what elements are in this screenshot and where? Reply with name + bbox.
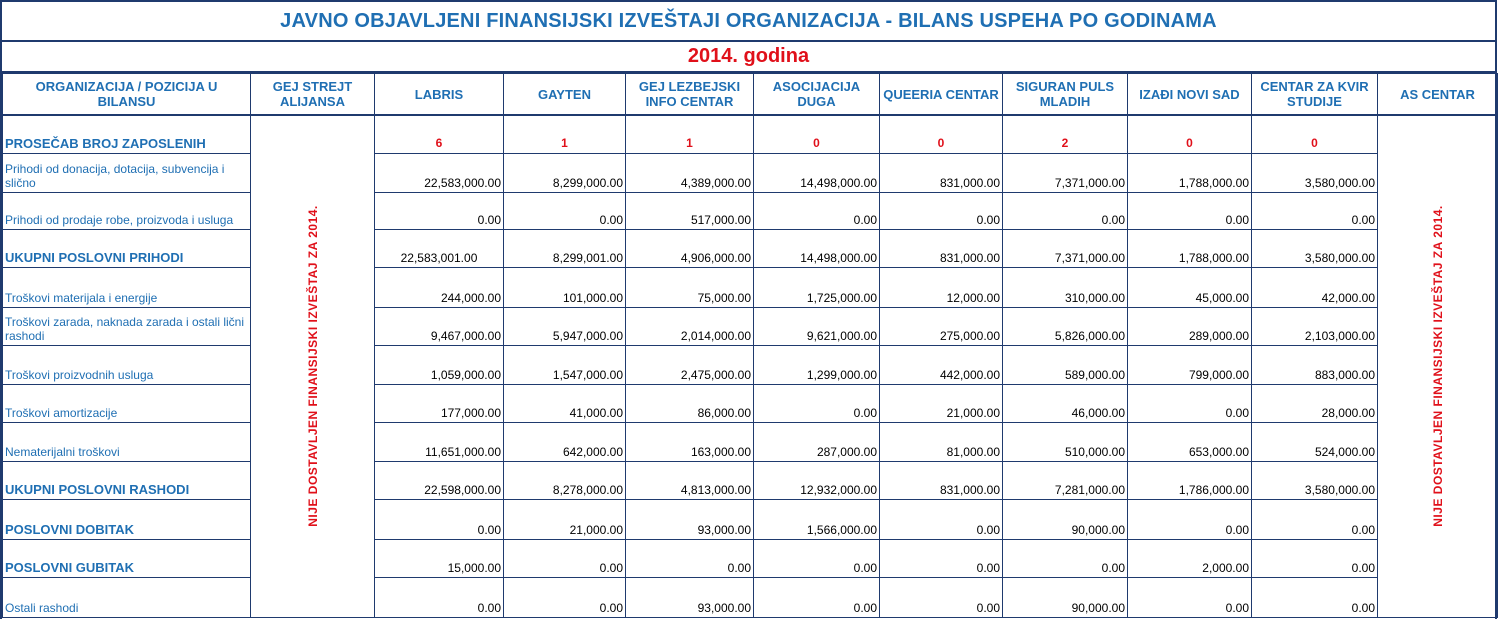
value-cell: 7,371,000.00 <box>1003 153 1128 192</box>
value-cell: 9,467,000.00 <box>375 307 504 345</box>
value-cell: 14,498,000.00 <box>754 229 880 267</box>
value-cell: 3,580,000.00 <box>1252 461 1378 499</box>
value-cell: 86,000.00 <box>626 384 754 422</box>
table-row <box>3 345 1498 384</box>
header-siguran-puls-mladih: SIGURAN PULS MLADIH <box>1003 74 1128 116</box>
employee-count-cell: 1 <box>504 115 626 153</box>
value-cell: 1,786,000.00 <box>1128 461 1252 499</box>
value-cell: 22,583,001.00 <box>375 229 504 267</box>
value-cell: 0.00 <box>754 384 880 422</box>
value-cell: 0.00 <box>754 577 880 617</box>
value-cell: 11,651,000.00 <box>375 422 504 461</box>
value-cell: 310,000.00 <box>1003 267 1128 307</box>
not-submitted-cell-as-centar <box>1378 115 1498 617</box>
header-gej-lezbejski-info-centar: GEJ LEZBEJSKI INFO CENTAR <box>626 74 754 116</box>
header-position: ORGANIZACIJA / POZICIJA U BILANSU <box>3 74 251 116</box>
value-cell: 0.00 <box>504 577 626 617</box>
value-cell: 46,000.00 <box>1003 384 1128 422</box>
row-label: Troškovi amortizacije <box>3 384 251 422</box>
value-cell: 0.00 <box>504 192 626 229</box>
value-cell: 2,475,000.00 <box>626 345 754 384</box>
value-cell: 1,299,000.00 <box>754 345 880 384</box>
value-cell: 1,788,000.00 <box>1128 153 1252 192</box>
value-cell: 5,947,000.00 <box>504 307 626 345</box>
value-cell: 0.00 <box>375 192 504 229</box>
table-row <box>3 229 1498 267</box>
table-row <box>3 192 1498 229</box>
value-cell: 12,000.00 <box>880 267 1003 307</box>
value-cell: 7,281,000.00 <box>1003 461 1128 499</box>
value-cell: 81,000.00 <box>880 422 1003 461</box>
value-cell: 90,000.00 <box>1003 577 1128 617</box>
value-cell: 12,932,000.00 <box>754 461 880 499</box>
employee-count-cell: 6 <box>375 115 504 153</box>
header-izadji-novi-sad: IZAĐI NOVI SAD <box>1128 74 1252 116</box>
value-cell: 42,000.00 <box>1252 267 1378 307</box>
employee-count-cell: 0 <box>754 115 880 153</box>
sheet-title: JAVNO OBJAVLJENI FINANSIJSKI IZVEŠTAJI ORGANIZACIJA - BILANS USPEHA PO GODINAMA <box>2 0 1495 42</box>
value-cell: 21,000.00 <box>880 384 1003 422</box>
value-cell: 1,566,000.00 <box>754 499 880 539</box>
header-gej-strejt-alijansa: GEJ STREJT ALIJANSA <box>251 74 375 116</box>
value-cell: 0.00 <box>754 539 880 577</box>
value-cell: 799,000.00 <box>1128 345 1252 384</box>
value-cell: 1,725,000.00 <box>754 267 880 307</box>
value-cell: 101,000.00 <box>504 267 626 307</box>
header-centar-za-kvir-studije: CENTAR ZA KVIR STUDIJE <box>1252 74 1378 116</box>
table-row <box>3 499 1498 539</box>
value-cell: 8,299,000.00 <box>504 153 626 192</box>
table-row <box>3 422 1498 461</box>
value-cell: 2,103,000.00 <box>1252 307 1378 345</box>
value-cell: 3,580,000.00 <box>1252 153 1378 192</box>
value-cell: 22,598,000.00 <box>375 461 504 499</box>
value-cell: 0.00 <box>375 499 504 539</box>
table-row <box>3 115 1498 153</box>
header-row <box>3 74 1498 116</box>
row-label: Ostali rashodi <box>3 577 251 617</box>
value-cell: 0.00 <box>880 192 1003 229</box>
value-cell: 4,389,000.00 <box>626 153 754 192</box>
value-cell: 75,000.00 <box>626 267 754 307</box>
row-label: PROSEČAB BROJ ZAPOSLENIH <box>3 115 251 153</box>
header-queeria-centar: QUEERIA CENTAR <box>880 74 1003 116</box>
value-cell: 289,000.00 <box>1128 307 1252 345</box>
value-cell: 442,000.00 <box>880 345 1003 384</box>
table-row <box>3 539 1498 577</box>
header-as-centar: AS CENTAR <box>1378 74 1498 116</box>
row-label: Troškovi materijala i energije <box>3 267 251 307</box>
value-cell: 517,000.00 <box>626 192 754 229</box>
table-row <box>3 384 1498 422</box>
value-cell: 831,000.00 <box>880 461 1003 499</box>
value-cell: 45,000.00 <box>1128 267 1252 307</box>
value-cell: 93,000.00 <box>626 499 754 539</box>
value-cell: 642,000.00 <box>504 422 626 461</box>
value-cell: 653,000.00 <box>1128 422 1252 461</box>
employee-count-cell: 0 <box>1128 115 1252 153</box>
row-label: Troškovi proizvodnih usluga <box>3 345 251 384</box>
value-cell: 163,000.00 <box>626 422 754 461</box>
employee-count-cell: 1 <box>626 115 754 153</box>
value-cell: 0.00 <box>1128 384 1252 422</box>
row-label: Nematerijalni troškovi <box>3 422 251 461</box>
value-cell: 883,000.00 <box>1252 345 1378 384</box>
value-cell: 90,000.00 <box>1003 499 1128 539</box>
value-cell: 0.00 <box>880 577 1003 617</box>
value-cell: 0.00 <box>375 577 504 617</box>
value-cell: 831,000.00 <box>880 153 1003 192</box>
value-cell: 4,906,000.00 <box>626 229 754 267</box>
value-cell: 0.00 <box>1252 577 1378 617</box>
value-cell: 1,547,000.00 <box>504 345 626 384</box>
value-cell: 0.00 <box>1128 499 1252 539</box>
year-heading: 2014. godina <box>2 42 1495 73</box>
value-cell: 244,000.00 <box>375 267 504 307</box>
header-gayten: GAYTEN <box>504 74 626 116</box>
value-cell: 0.00 <box>880 499 1003 539</box>
not-submitted-note: NIJE DOSTAVLJEN FINANSIJSKI IZVEŠTAJ ZA 2014. <box>305 205 320 527</box>
employee-count-cell: 0 <box>1252 115 1378 153</box>
value-cell: 2,000.00 <box>1128 539 1252 577</box>
value-cell: 1,059,000.00 <box>375 345 504 384</box>
value-cell: 0.00 <box>1128 577 1252 617</box>
value-cell: 8,299,001.00 <box>504 229 626 267</box>
employee-count-cell: 0 <box>880 115 1003 153</box>
row-label: Prihodi od prodaje robe, proizvoda i usluga <box>3 192 251 229</box>
value-cell: 8,278,000.00 <box>504 461 626 499</box>
header-labris: LABRIS <box>375 74 504 116</box>
value-cell: 0.00 <box>1003 539 1128 577</box>
value-cell: 0.00 <box>504 539 626 577</box>
value-cell: 510,000.00 <box>1003 422 1128 461</box>
table-row <box>3 267 1498 307</box>
value-cell: 41,000.00 <box>504 384 626 422</box>
table-row <box>3 307 1498 345</box>
value-cell: 589,000.00 <box>1003 345 1128 384</box>
row-label: Prihodi od donacija, dotacija, subvencija i slično <box>3 153 251 192</box>
employee-count-cell: 2 <box>1003 115 1128 153</box>
not-submitted-cell-gej-strejt-alijansa <box>251 115 375 617</box>
value-cell: 0.00 <box>754 192 880 229</box>
value-cell: 524,000.00 <box>1252 422 1378 461</box>
value-cell: 3,580,000.00 <box>1252 229 1378 267</box>
table-row <box>3 461 1498 499</box>
value-cell: 0.00 <box>626 539 754 577</box>
value-cell: 2,014,000.00 <box>626 307 754 345</box>
value-cell: 275,000.00 <box>880 307 1003 345</box>
value-cell: 0.00 <box>880 539 1003 577</box>
value-cell: 177,000.00 <box>375 384 504 422</box>
value-cell: 1,788,000.00 <box>1128 229 1252 267</box>
value-cell: 14,498,000.00 <box>754 153 880 192</box>
row-label: UKUPNI POSLOVNI RASHODI <box>3 461 251 499</box>
value-cell: 0.00 <box>1252 539 1378 577</box>
row-label: UKUPNI POSLOVNI PRIHODI <box>3 229 251 267</box>
header-asocijacija-duga: ASOCIJACIJA DUGA <box>754 74 880 116</box>
value-cell: 22,583,000.00 <box>375 153 504 192</box>
value-cell: 15,000.00 <box>375 539 504 577</box>
value-cell: 0.00 <box>1252 499 1378 539</box>
not-submitted-note: NIJE DOSTAVLJEN FINANSIJSKI IZVEŠTAJ ZA 2014. <box>1430 205 1445 527</box>
value-cell: 287,000.00 <box>754 422 880 461</box>
table-row <box>3 577 1498 617</box>
value-cell: 0.00 <box>1252 192 1378 229</box>
value-cell: 21,000.00 <box>504 499 626 539</box>
value-cell: 5,826,000.00 <box>1003 307 1128 345</box>
row-label: POSLOVNI DOBITAK <box>3 499 251 539</box>
value-cell: 0.00 <box>1128 192 1252 229</box>
value-cell: 0.00 <box>1003 192 1128 229</box>
value-cell: 4,813,000.00 <box>626 461 754 499</box>
value-cell: 7,371,000.00 <box>1003 229 1128 267</box>
table-row <box>3 153 1498 192</box>
value-cell: 93,000.00 <box>626 577 754 617</box>
row-label: Troškovi zarada, naknada zarada i ostali lični rashodi <box>3 307 251 345</box>
value-cell: 9,621,000.00 <box>754 307 880 345</box>
income-statement-table <box>2 73 1498 618</box>
row-label: POSLOVNI GUBITAK <box>3 539 251 577</box>
value-cell: 831,000.00 <box>880 229 1003 267</box>
value-cell: 28,000.00 <box>1252 384 1378 422</box>
